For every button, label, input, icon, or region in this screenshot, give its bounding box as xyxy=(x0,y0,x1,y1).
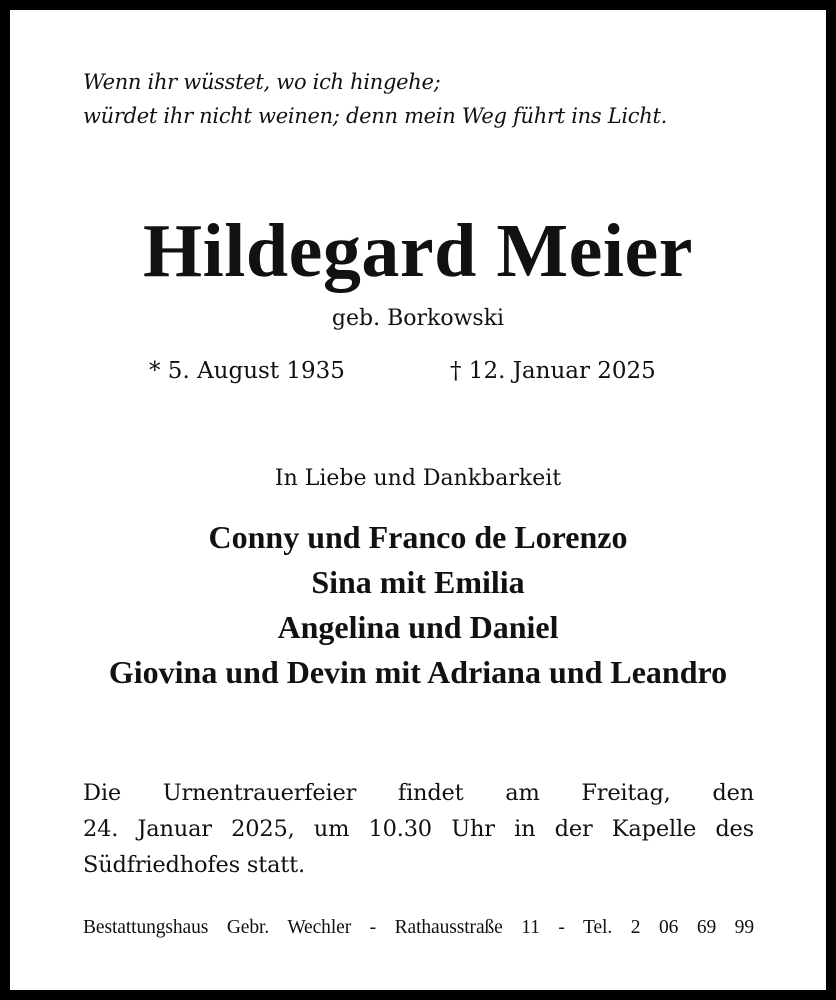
mourner-line: Angelina und Daniel xyxy=(277,609,559,645)
life-dates xyxy=(10,354,826,388)
maiden-name: geb. Borkowski xyxy=(331,306,505,331)
dedication-text: In Liebe und Dankbarkeit xyxy=(274,466,562,491)
motto-line-1: Wenn ihr wüsstet, wo ich hingehe; xyxy=(83,70,441,94)
mourner-line: Sina mit Emilia xyxy=(311,564,525,600)
death-date: † 12. Januar 2025 xyxy=(450,358,656,384)
ceremony-line-2: 24. Januar 2025, um 10.30 Uhr in der Kapelle des xyxy=(83,816,754,842)
birth-date: * 5. August 1935 xyxy=(149,358,345,384)
ceremony-line-1: Die Urnentrauerfeier findet am Freitag, den xyxy=(83,780,754,806)
mourner-line: Conny und Franco de Lorenzo xyxy=(208,519,628,555)
ceremony-line-3: Südfriedhofes statt. xyxy=(83,852,305,878)
motto-quote xyxy=(83,65,667,133)
deceased-name: Hildegard Meier xyxy=(143,209,693,293)
mourners-list xyxy=(10,515,826,695)
motto-line-2: würdet ihr nicht weinen; denn mein Weg führt ins Licht. xyxy=(83,104,667,128)
ceremony-announcement xyxy=(83,775,754,883)
funeral-home-footer: Bestattungshaus Gebr. Wechler - Rathausstraße 11 - Tel. 2 06 69 99 xyxy=(83,917,754,938)
mourner-line: Giovina und Devin mit Adriana und Leandro xyxy=(108,654,728,690)
